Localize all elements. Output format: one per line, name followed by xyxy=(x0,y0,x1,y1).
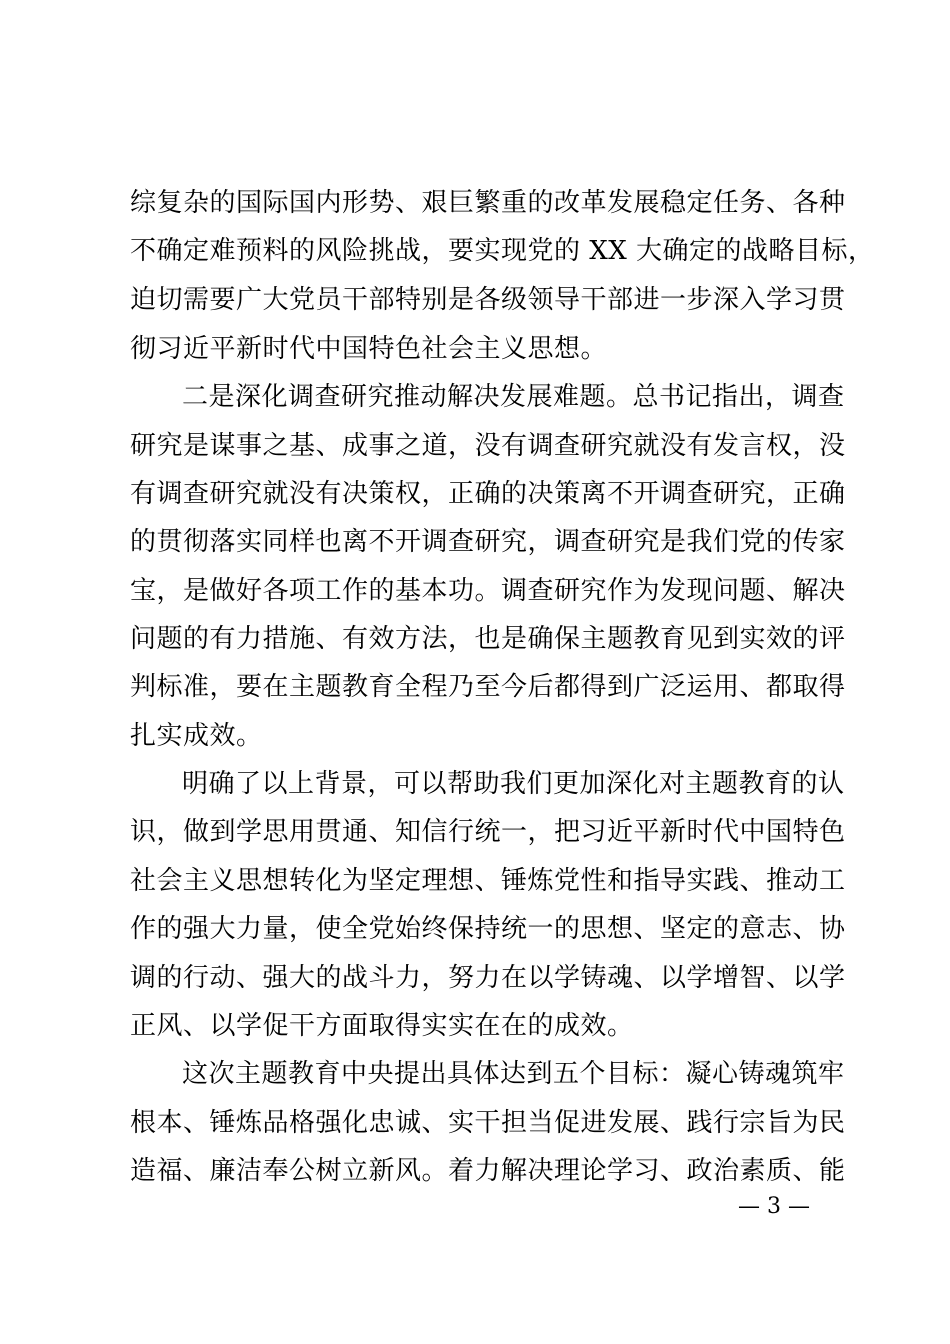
text-line: 正风、以学促干方面取得实实在在的成效。 xyxy=(130,1011,634,1041)
text-line: 调的行动、强大的战斗力，努力在以学铸魂、以学增智、以学 xyxy=(130,963,846,993)
text-line: 宝，是做好各项工作的基本功。调查研究作为发现问题、解决 xyxy=(130,576,846,606)
text-line: 迫切需要广大党员干部特别是各级领导干部进一步深入学习贯 xyxy=(130,285,846,315)
text-line: 作的强大力量，使全党始终保持统一的思想、坚定的意志、协 xyxy=(130,914,846,944)
paragraph-start-line: 明确了以上背景，可以帮助我们更加深化对主题教育的认 xyxy=(182,769,845,799)
text-line: 判标准，要在主题教育全程乃至今后都得到广泛运用、都取得 xyxy=(130,672,846,702)
text-line: 扎实成效。 xyxy=(130,721,263,751)
text-line: 综复杂的国际国内形势、艰巨繁重的改革发展稳定任务、各种 xyxy=(130,188,846,218)
text-line: 有调查研究就没有决策权，正确的决策离不开调查研究，正确 xyxy=(130,479,846,509)
text-line: 研究是谋事之基、成事之道，没有调查研究就没有发言权，没 xyxy=(130,431,846,461)
paragraph-start-line: 这次主题教育中央提出具体达到五个目标：凝心铸魂筑牢 xyxy=(182,1059,845,1089)
text-line: 不确定难预料的风险挑战，要实现党的 XX 大确定的战略目标， xyxy=(130,236,875,266)
text-line: 根本、锤炼品格强化忠诚、实干担当促进发展、践行宗旨为民 xyxy=(130,1108,846,1138)
text-line: 的贯彻落实同样也离不开调查研究，调查研究是我们党的传家 xyxy=(130,527,846,557)
text-line: 造福、廉洁奉公树立新风。着力解决理论学习、政治素质、能 xyxy=(130,1156,846,1186)
text-line: 问题的有力措施、有效方法，也是确保主题教育见到实效的评 xyxy=(130,624,846,654)
paragraph-start-line: 二是深化调查研究推动解决发展难题。总书记指出，调查 xyxy=(182,382,845,412)
text-line: 识，做到学思用贯通、知信行统一，把习近平新时代中国特色 xyxy=(130,817,846,847)
page-number: — 3 — xyxy=(738,1194,810,1219)
text-line: 彻习近平新时代中国特色社会主义思想。 xyxy=(130,334,608,364)
text-line: 社会主义思想转化为坚定理想、锤炼党性和指导实践、推动工 xyxy=(130,866,846,896)
